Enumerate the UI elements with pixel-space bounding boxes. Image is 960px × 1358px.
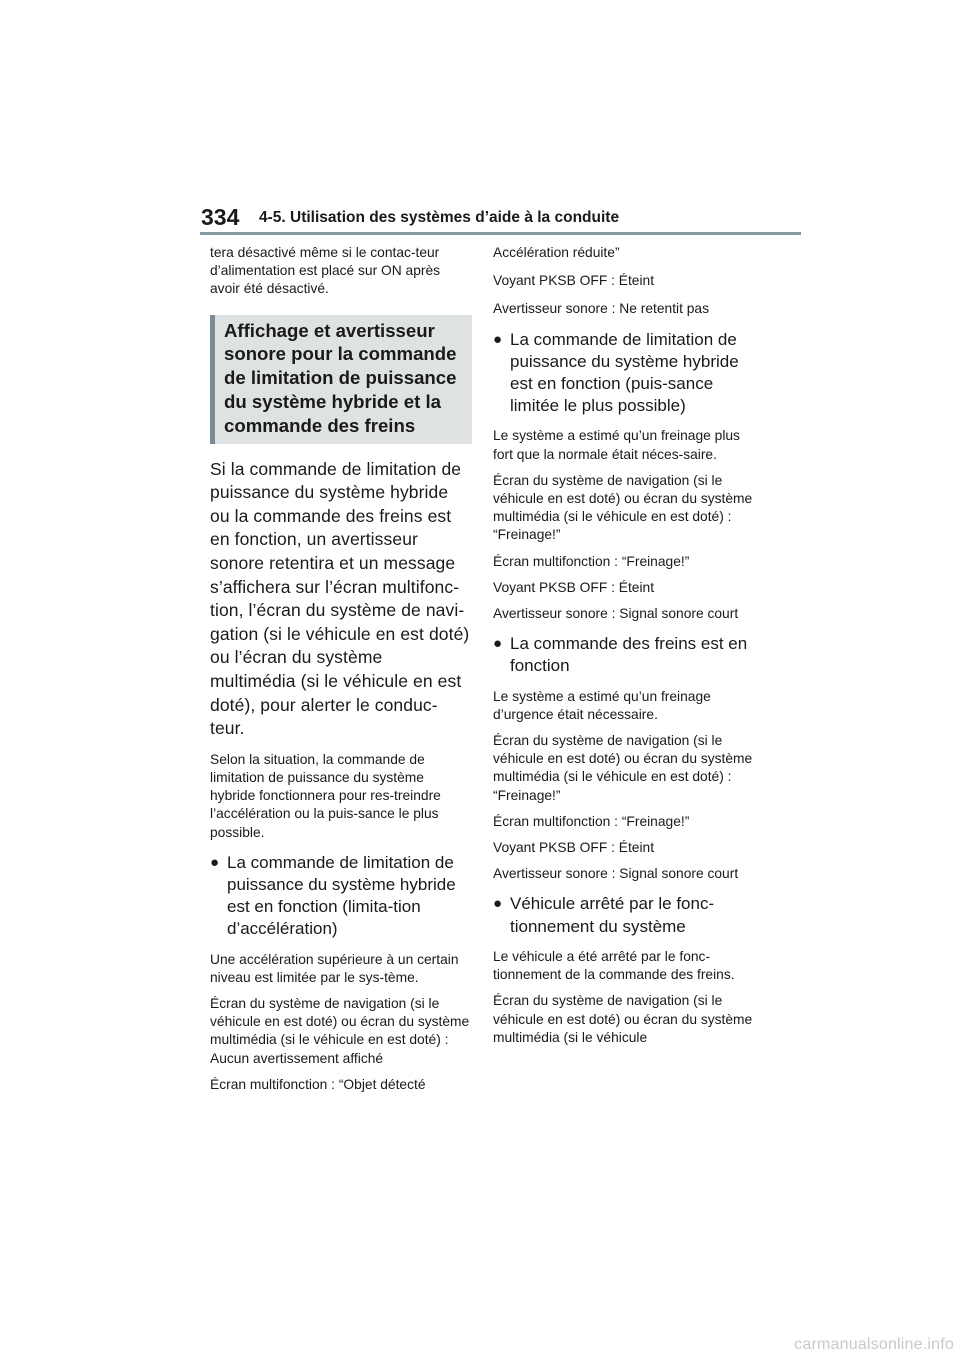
paragraph: Le système a estimé qu’un freinage plus fort que la normale était néces-saire. (493, 428, 740, 462)
paragraph: Voyant PKSB OFF : Éteint (493, 840, 655, 856)
header-rule (200, 232, 801, 235)
intro-text: tera désactivé même si le contac-teur d’alimentation est placé sur ON après avoir été désactivé. (210, 245, 441, 297)
paragraph: Écran du système de navigation (si le véhicule en est doté) ou écran du système multimédia (si le véhicule en est doté) : “Freinage!” (493, 733, 753, 803)
bullet-heading-brake-control (493, 633, 758, 677)
section-title: 4-5. Utilisation des systèmes d’aide à la conduite (259, 209, 620, 226)
bullet-dot-icon: ● (210, 853, 220, 871)
bullet-heading-text: La commande de limitation de puissance du système hybride est en fonction (limita-tion d’accélération) (227, 852, 456, 939)
bullet-dot-icon: ● (493, 635, 503, 653)
bullet-heading-text: Véhicule arrêté par le fonc-tionnement du système (510, 894, 715, 936)
bullet-dot-icon: ● (493, 895, 503, 913)
paragraph: Le véhicule a été arrêté par le fonc-tionnement de la commande des freins. (493, 948, 735, 983)
paragraph: Écran du système de navigation (si le véhicule en est doté) ou écran du système multimédia (si le véhicule en est doté) : Aucun avertissement affiché (210, 995, 470, 1066)
bullet-heading-vehicle-stopped (493, 893, 758, 937)
left-column (210, 244, 472, 1102)
bullet-heading-acceleration (210, 852, 472, 941)
paragraph: Écran multifonction : “Objet détecté (210, 1076, 426, 1092)
page-number: 334 (201, 204, 240, 230)
paragraph: Une accélération supérieure à un certain niveau est limitée par le sys-tème. (210, 951, 459, 985)
paragraph: Avertisseur sonore : Ne retentit pas (493, 301, 710, 317)
watermark-link[interactable]: carmanualsonline.info (794, 1336, 954, 1353)
paragraph: Avertisseur sonore : Signal sonore court (493, 866, 739, 882)
paragraph: Voyant PKSB OFF : Éteint (493, 579, 655, 595)
bullet-heading-text: La commande de limitation de puissance du système hybride est en fonction (puis-sance limitée le plus possible) (510, 329, 739, 416)
paragraph: Écran multifonction : “Freinage!” (493, 553, 690, 569)
bullet-heading-text: La commande des freins est en fonction (510, 634, 748, 676)
paragraph: Écran multifonction : “Freinage!” (493, 813, 690, 829)
paragraph: Écran du système de navigation (si le véhicule en est doté) ou écran du système multimédia (si le véhicule (493, 993, 753, 1045)
paragraph: Avertisseur sonore : Signal sonore court (493, 606, 739, 622)
bullet-dot-icon: ● (493, 330, 503, 348)
body-paragraph: Si la commande de limitation de puissance du système hybride ou la commande des freins est en fonction, un avertisseur sonore retentira et un message s’affichera sur l’écran multifonc-tion, l’écran du système de navi-gation (si le véhicule en est doté) ou l’écran du système multimédia (si le véhicule en est doté), pour alerter le conduc-teur. (210, 458, 470, 739)
section-heading-box (210, 315, 472, 444)
paragraph: Accélération réduite” (493, 245, 620, 260)
bullet-heading-power-limited (493, 329, 758, 418)
right-column (493, 244, 758, 1055)
paragraph: Écran du système de navigation (si le véhicule en est doté) ou écran du système multimédia (si le véhicule en est doté) : “Freinage!” (493, 472, 753, 543)
paragraph: Le système a estimé qu’un freinage d’urgence était nécessaire. (493, 688, 711, 722)
section-heading: Affichage et avertisseur sonore pour la commande de limitation de puissance du système hybride et la commande des freins (224, 319, 457, 436)
paragraph: Voyant PKSB OFF : Éteint (493, 273, 655, 289)
note-paragraph: Selon la situation, la commande de limitation de puissance du système hybride fonctionnera pour res-treindre l’accélération ou la puis-sance le plus possible. (210, 751, 441, 840)
